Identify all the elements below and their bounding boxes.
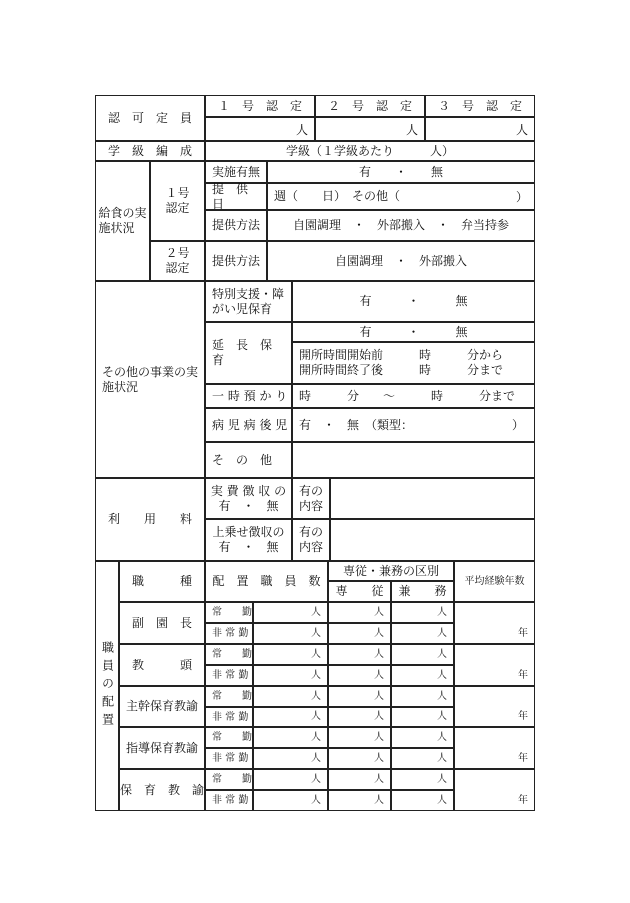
fee-extra-label-text-line-1: 上乗せ徴収の: [212, 525, 285, 539]
staff-role-label: 副 園 長: [131, 615, 192, 630]
meal-day-label: [205, 183, 267, 210]
staff-unit: 人: [311, 774, 321, 785]
sick-value: [292, 408, 535, 442]
staff-fulltime-label: [205, 686, 253, 707]
staff-unit: 人: [374, 732, 384, 743]
special-label-text: [212, 287, 284, 317]
class-org-label-text: 学 級 編 成: [107, 143, 192, 158]
staff-unit: 人: [311, 628, 321, 639]
staff-year-unit: 年: [518, 628, 528, 639]
staff-fulltime-dedicated: [328, 644, 391, 665]
staff-fulltime-text: 常 勤: [212, 774, 252, 785]
extended-times: [292, 342, 535, 384]
staff-header-years-text: 平均経験年数: [464, 576, 525, 587]
extended-times-text: [299, 348, 503, 378]
staff-fulltime-label: [205, 644, 253, 665]
staff-unit: 人: [311, 649, 321, 660]
meal-cert1-text-line-2: 認定: [165, 201, 190, 215]
special-value: [292, 281, 535, 322]
staff-unit: 人: [311, 670, 321, 681]
staff-fulltime-dedicated: [328, 602, 391, 623]
extended-value-text: 有 ・ 無: [359, 324, 468, 339]
staff-role-2: [119, 644, 205, 686]
meal-method2-value: [267, 241, 535, 281]
staff-parttime-concurrent: [391, 790, 454, 811]
staff-unit: 人: [437, 753, 447, 764]
special-label-text-line-2: がい児保育: [212, 301, 273, 316]
staff-fulltime-dedicated: [328, 727, 391, 748]
staff-fulltime-concurrent: [391, 644, 454, 665]
fee-actual-label-text-line-2: 有 ・ 無: [218, 498, 279, 513]
staff-header-dedicated: [328, 581, 391, 602]
capacity-label-text: 認 可 定 員: [107, 110, 192, 125]
staff-role-5: [119, 769, 205, 811]
fee-extra-label: [205, 519, 292, 561]
staff-role-label: 保 育 教 諭: [120, 782, 205, 797]
capacity-cert-1: [205, 95, 315, 117]
staff-header-role-text: 職 種: [131, 574, 192, 588]
sick-label-text: 病 児 病 後 児: [212, 417, 288, 432]
extended-times-text-line-1: 開所時間開始前 時 分から: [299, 348, 504, 362]
extended-label: [205, 322, 292, 384]
other-label-text: [102, 365, 198, 395]
staff-parttime-label: [205, 623, 253, 644]
staff-parttime-count: [253, 748, 328, 769]
staff-role-label: 指導保育教諭: [125, 740, 198, 755]
staff-role-3: [119, 686, 205, 727]
staff-parttime-count: [253, 623, 328, 644]
staff-fulltime-concurrent: [391, 727, 454, 748]
staff-year-unit: 年: [518, 711, 528, 722]
meal-day-label-text: 提 供 日: [212, 181, 261, 211]
staff-parttime-concurrent: [391, 748, 454, 769]
fee-actual-content-text-line-2: 内容: [298, 498, 323, 513]
staff-side-label: [95, 561, 119, 811]
staff-parttime-count: [253, 707, 328, 727]
staff-fulltime-count: [253, 686, 328, 707]
staff-side-label-text: 職員の配置: [100, 641, 115, 731]
fee-extra-label-text-line-2: 有 ・ 無: [218, 540, 279, 554]
class-org-value-text: 学級（１学級あたり 人）: [285, 143, 454, 158]
class-org-value: [205, 141, 535, 161]
meal-label-text-line-1: 給食の実: [98, 206, 147, 220]
staff-parttime-count: [253, 790, 328, 811]
fee-actual-content-text: [299, 484, 323, 514]
special-label: [205, 281, 292, 322]
meal-day-value: [267, 183, 535, 210]
staff-fulltime-concurrent: [391, 686, 454, 707]
fee-extra-content-text: [299, 525, 323, 555]
staff-unit: 人: [437, 732, 447, 743]
sick-close: ）: [511, 418, 524, 432]
fee-extra-content-value: [330, 519, 535, 561]
capacity-count-1: [205, 117, 315, 141]
staff-fulltime-text: 常 勤: [212, 732, 252, 743]
staff-parttime-dedicated: [328, 665, 391, 686]
staff-unit: 人: [374, 670, 384, 681]
meal-method-value: [267, 210, 535, 241]
staff-years-2: [454, 644, 535, 686]
staff-unit: 人: [311, 753, 321, 764]
staff-header-years: [454, 561, 535, 602]
staff-unit: 人: [374, 649, 384, 660]
fee-extra-content-label: [292, 519, 330, 561]
capacity-cert-2: [315, 95, 425, 117]
temp-label-text: 一 時 預 か り: [212, 388, 288, 403]
staff-years-5: [454, 769, 535, 811]
temp-label: [205, 384, 292, 408]
staff-unit: 人: [311, 607, 321, 618]
staff-fulltime-count: [253, 727, 328, 748]
staff-unit: 人: [437, 649, 447, 660]
fee-actual-label-text: [211, 484, 286, 514]
meal-method2-value-text: 自園調理 ・ 外部搬入: [334, 253, 467, 268]
staff-role-label: 主幹保育教諭: [125, 699, 198, 713]
staff-header-split: [328, 561, 454, 581]
other-label-text-line-2: 施状況: [101, 379, 138, 394]
staff-parttime-text: 非 常 勤: [212, 711, 249, 723]
staff-years-1: [454, 602, 535, 644]
meal-method-label-text: 提供方法: [212, 218, 261, 232]
meal-label: [95, 161, 150, 281]
staff-fulltime-dedicated: [328, 686, 391, 707]
staff-years-3: [454, 686, 535, 727]
meal-cert1-text-line-1: １号: [165, 186, 190, 200]
fee-actual-content-value: [330, 478, 535, 519]
meal-method2-label: [205, 241, 267, 281]
extended-times-text-line-2: 開所時間終了後 時 分まで: [299, 363, 504, 377]
staff-unit: 人: [437, 670, 447, 681]
meal-method2-label-text: 提供方法: [212, 253, 261, 268]
staff-parttime-count: [253, 665, 328, 686]
staff-fulltime-dedicated: [328, 769, 391, 790]
staff-parttime-text: 非 常 勤: [212, 753, 249, 764]
staff-unit: 人: [374, 711, 384, 722]
staff-year-unit: 年: [518, 753, 528, 764]
meal-impl-value: [267, 161, 535, 183]
staff-fulltime-label: [205, 602, 253, 623]
staff-unit: 人: [374, 795, 384, 806]
meal-impl-label: [205, 161, 267, 183]
meal-day-value-text: 週（ 日） その他（: [274, 189, 401, 203]
staff-parttime-concurrent: [391, 623, 454, 644]
staff-unit: 人: [374, 628, 384, 639]
special-value-text: 有 ・ 無: [359, 294, 468, 308]
fee-extra-label-text: [212, 525, 284, 555]
capacity-unit: 人: [295, 123, 308, 137]
staff-header-count: [205, 561, 328, 602]
staff-unit: 人: [374, 607, 384, 618]
staff-parttime-dedicated: [328, 623, 391, 644]
misc-label: [205, 442, 292, 478]
staff-fulltime-text: 常 勤: [212, 649, 252, 660]
class-org-label: [95, 141, 205, 161]
fee-extra-content-text-line-1: 有の: [298, 525, 323, 539]
staff-unit: 人: [311, 732, 321, 743]
capacity-cert-label: ３ 号 認 定: [437, 98, 522, 113]
staff-parttime-label: [205, 707, 253, 727]
misc-label-text: そ の 他: [212, 452, 273, 467]
staff-unit: 人: [437, 774, 447, 785]
staff-unit: 人: [437, 691, 447, 702]
other-label-text-line-1: その他の事業の実: [101, 364, 198, 379]
staff-parttime-dedicated: [328, 748, 391, 769]
fee-actual-content-text-line-1: 有の: [298, 483, 323, 498]
misc-value: [292, 442, 535, 478]
staff-parttime-dedicated: [328, 790, 391, 811]
meal-cert1-text: [165, 186, 189, 216]
fee-actual-label: [205, 478, 292, 519]
meal-impl-label-text: 実施有無: [212, 164, 261, 179]
sick-value-text: 有 ・ 無 （類型：: [299, 417, 414, 432]
staff-fulltime-label: [205, 769, 253, 790]
staff-fulltime-concurrent: [391, 769, 454, 790]
meal-cert2-text-line-1: ２号: [165, 246, 190, 260]
staff-fulltime-label: [205, 727, 253, 748]
staff-years-4: [454, 727, 535, 769]
staff-fulltime-count: [253, 602, 328, 623]
extended-label-text: 延 長 保 育: [212, 338, 285, 367]
staff-parttime-label: [205, 790, 253, 811]
staff-fulltime-count: [253, 644, 328, 665]
meal-label-text: [98, 206, 146, 236]
fee-actual-label-text-line-1: 実 費 徴 収 の: [210, 483, 287, 498]
staff-parttime-concurrent: [391, 707, 454, 727]
staff-header-concurrent: [391, 581, 454, 602]
meal-impl-value-text: 有 ・ 無: [358, 164, 443, 179]
staff-parttime-text: 非 常 勤: [212, 795, 249, 806]
staff-fulltime-concurrent: [391, 602, 454, 623]
staff-parttime-label: [205, 665, 253, 686]
capacity-cert-label: ２ 号 認 定: [327, 98, 412, 113]
fee-extra-content-text-line-2: 内容: [298, 540, 323, 554]
staff-unit: 人: [311, 795, 321, 806]
staff-unit: 人: [374, 774, 384, 785]
capacity-label: [95, 95, 205, 141]
staff-header-split-text: 専従・兼務の区別: [342, 563, 439, 578]
staff-role-1: [119, 602, 205, 644]
capacity-unit: 人: [405, 123, 418, 137]
staff-header-role: [119, 561, 205, 602]
special-label-text-line-1: 特別支援・障: [212, 286, 285, 301]
fee-label: [95, 478, 205, 561]
staff-parttime-text: 非 常 勤: [212, 628, 249, 639]
fee-label-text: 利 用 料: [107, 512, 192, 526]
staff-unit: 人: [437, 795, 447, 806]
capacity-count-2: [315, 117, 425, 141]
staff-role-label: 教 頭: [131, 657, 192, 672]
capacity-cert-3: [425, 95, 535, 117]
staff-parttime-concurrent: [391, 665, 454, 686]
staff-fulltime-count: [253, 769, 328, 790]
staff-fulltime-text: 常 勤: [212, 691, 252, 702]
staff-unit: 人: [437, 607, 447, 618]
capacity-count-3: [425, 117, 535, 141]
staff-role-4: [119, 727, 205, 769]
staff-parttime-text: 非 常 勤: [212, 670, 249, 681]
other-label: [95, 281, 205, 478]
extended-value: [292, 322, 535, 342]
staff-unit: 人: [437, 628, 447, 639]
meal-cert2-text: [165, 246, 189, 276]
staff-header-count-text: 配 置 職 員 数: [212, 574, 321, 588]
staff-unit: 人: [311, 691, 321, 702]
fee-actual-content-label: [292, 478, 330, 519]
staff-header-dedicated-text: 専 従: [335, 584, 384, 598]
staff-unit: 人: [437, 711, 447, 722]
staff-parttime-label: [205, 748, 253, 769]
staff-year-unit: 年: [518, 670, 528, 681]
capacity-cert-label: １ 号 認 定: [217, 98, 302, 113]
staff-parttime-dedicated: [328, 707, 391, 727]
staff-unit: 人: [374, 691, 384, 702]
staff-unit: 人: [374, 753, 384, 764]
meal-cert2-text-line-2: 認定: [165, 261, 190, 275]
meal-method-label: [205, 210, 267, 241]
staff-fulltime-text: 常 勤: [212, 607, 252, 618]
staff-unit: 人: [311, 711, 321, 722]
temp-value: [292, 384, 535, 408]
meal-label-text-line-2: 施状況: [98, 221, 135, 235]
meal-cert1: [150, 161, 205, 241]
staff-header-concurrent-text: 兼 務: [398, 584, 447, 598]
temp-value-text: 時 分 〜 時 分まで: [299, 388, 516, 403]
sick-label: [205, 408, 292, 442]
meal-cert2: [150, 241, 205, 281]
capacity-unit: 人: [515, 123, 528, 137]
meal-day-close: ）: [515, 190, 528, 204]
staff-year-unit: 年: [518, 795, 528, 806]
meal-method-value-text: 自園調理 ・ 外部搬入 ・ 弁当持参: [292, 218, 509, 232]
